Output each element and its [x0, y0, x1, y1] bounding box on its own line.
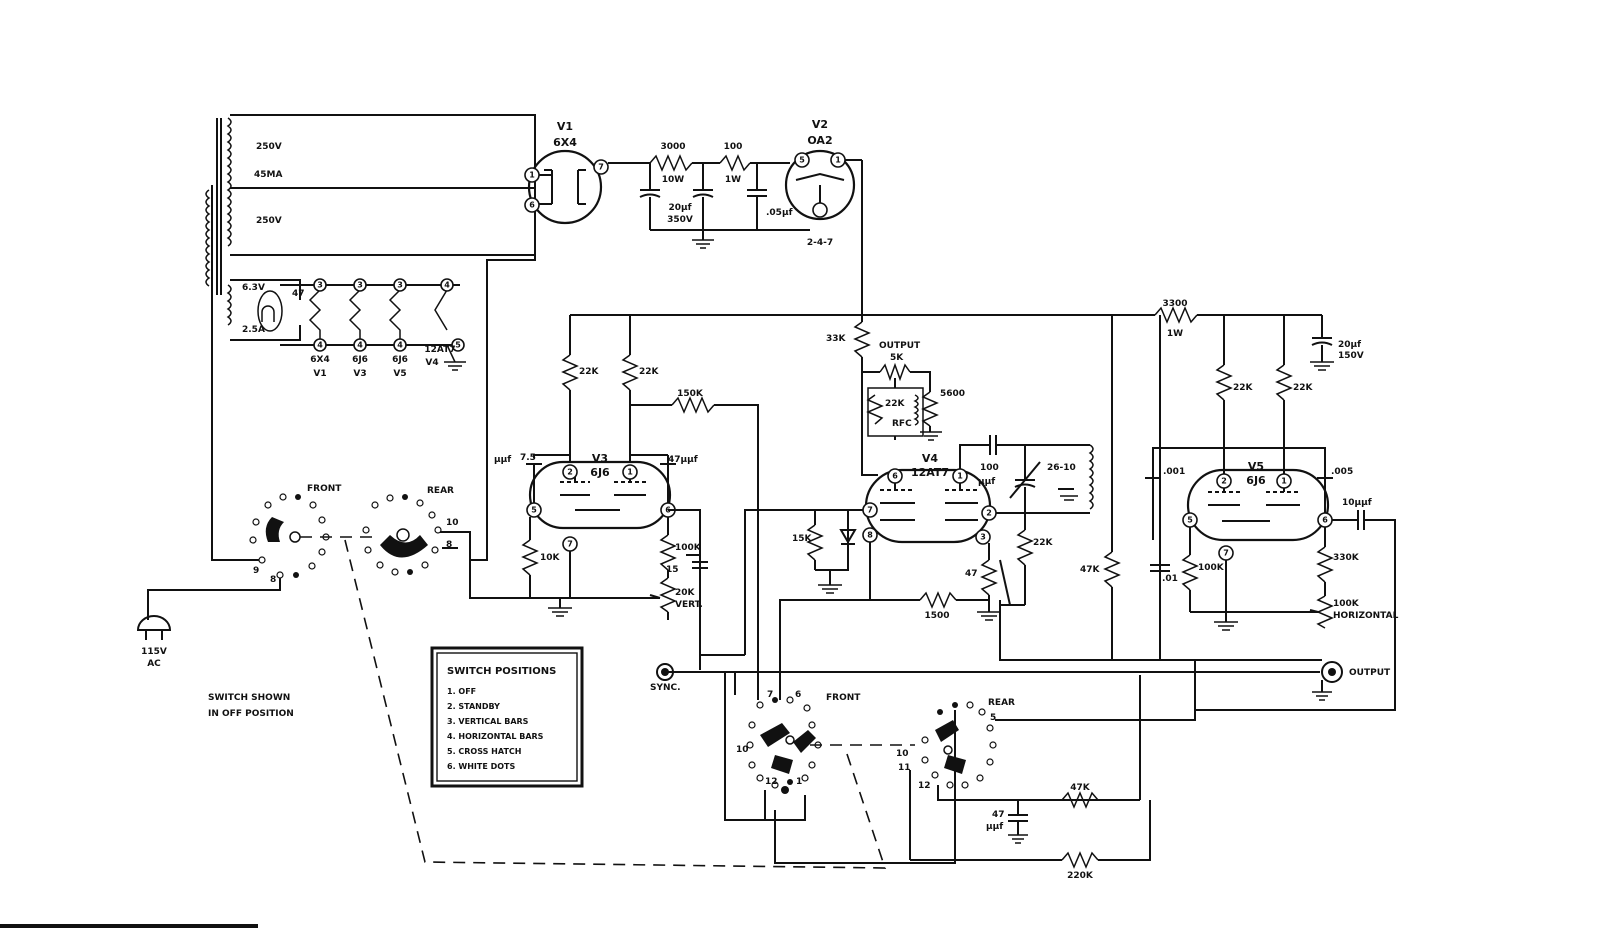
ctrim-label: 26-10: [1047, 463, 1076, 473]
svg-text:1: 1: [957, 471, 963, 481]
rear-pos5: 5: [990, 713, 997, 723]
rear-top-pos8: 8: [446, 540, 453, 550]
hv-top-label: 250V: [256, 142, 282, 152]
rear-top-pos10: 10: [446, 518, 459, 528]
heater-v5-name: V5: [393, 369, 407, 379]
c100-label: 100: [980, 463, 999, 473]
r47k-b-label: 47K: [1070, 783, 1090, 793]
svg-text:2: 2: [1221, 476, 1227, 486]
c005-label: .005: [1331, 467, 1354, 477]
svg-text:3: 3: [317, 280, 323, 290]
switch-position-5: 5. CROSS HATCH: [447, 747, 522, 756]
svg-text:7: 7: [598, 162, 604, 172]
c47b-unit: µµf: [986, 822, 1004, 832]
svg-text:5: 5: [1187, 515, 1193, 525]
pot5k-value: 5K: [890, 353, 904, 363]
svg-text:7: 7: [1223, 548, 1229, 558]
r100k-label: 100K: [675, 543, 701, 553]
pot100k-value: 100K: [1333, 599, 1359, 609]
c7-5-label: 7.5: [520, 453, 536, 463]
front-top-label: FRONT: [307, 484, 342, 494]
switch-positions-title: SWITCH POSITIONS: [447, 666, 557, 677]
switch-note-line1: SWITCH SHOWN: [208, 693, 291, 703]
hv-current-label: 45MA: [254, 170, 283, 180]
r3000-value: 3000: [660, 142, 686, 152]
r100-v5-label: 100K: [1198, 563, 1224, 573]
c20b-rating: 150V: [1338, 351, 1364, 361]
r1500-label: 1500: [924, 611, 950, 621]
heater-v4-name: V4: [425, 358, 439, 368]
rear-bottom-label: REAR: [988, 698, 1015, 708]
v5-type: 6J6: [1246, 474, 1266, 487]
c001-label: .001: [1163, 467, 1186, 477]
switch-position-3: 3. VERTICAL BARS: [447, 717, 529, 726]
c01-label: .01: [1162, 574, 1178, 584]
sync-label: SYNC.: [650, 683, 681, 693]
r150k-label: 150K: [677, 389, 703, 399]
front-top-pos8: 8: [270, 575, 277, 585]
r10k-label: 10K: [540, 553, 560, 563]
front-pos10: 10: [736, 745, 749, 755]
svg-text:5: 5: [531, 505, 537, 515]
svg-text:5: 5: [455, 340, 461, 350]
rear-pos12: 12: [918, 781, 931, 791]
v4-type: 12AT7: [910, 466, 950, 479]
r220k-label: 220K: [1067, 871, 1093, 881]
svg-text:1: 1: [1281, 476, 1287, 486]
bplus-rail: [570, 299, 1364, 370]
r100-value: 100: [723, 142, 743, 152]
heater-v3-name: V3: [353, 369, 367, 379]
front-top-pos9: 9: [253, 566, 260, 576]
svg-text:2: 2: [986, 508, 992, 518]
switch-position-4: 4. HORIZONTAL BARS: [447, 732, 544, 741]
c47-label: 47µµf: [668, 455, 698, 465]
pot100k-name: HORIZONTAL: [1333, 611, 1399, 621]
heater-v5-type: 6J6: [392, 355, 408, 365]
v1-name: V1: [556, 120, 574, 133]
front-pos1: 1: [796, 777, 803, 787]
c20b-value: 20µf: [1338, 340, 1362, 350]
heater-chain: [280, 279, 466, 379]
v2-type: OA2: [807, 134, 833, 147]
svg-text:6: 6: [529, 200, 535, 210]
svg-text:4: 4: [317, 340, 323, 350]
pot5k-name: OUTPUT: [879, 341, 921, 351]
v3-name: V3: [591, 452, 609, 465]
v4-section: [745, 315, 1093, 670]
c7-5-unit: µµf: [494, 455, 512, 465]
r3000-rating: 10W: [661, 175, 685, 185]
front-pos7: 7: [767, 690, 774, 700]
c20-rating: 350V: [667, 215, 693, 225]
r22k-a-label: 22K: [579, 367, 599, 377]
plug-voltage-label: 115V: [141, 647, 167, 657]
r100-rating: 1W: [724, 175, 742, 185]
v5-section: [1080, 315, 1399, 710]
switch-position-1: 1. OFF: [447, 687, 477, 696]
r5600-label: 5600: [940, 389, 966, 399]
front-pos6: 6: [795, 690, 802, 700]
svg-text:6: 6: [665, 505, 671, 515]
v2-pins-note: 2-4-7: [806, 238, 834, 248]
c47b-label: 47: [992, 810, 1005, 820]
r22k-d-label: 22K: [1233, 383, 1253, 393]
tube-v1: [525, 120, 608, 223]
output-jacks: [650, 605, 1391, 700]
svg-text:1: 1: [529, 170, 535, 180]
r22k-rfc-label: 22K: [885, 399, 905, 409]
r3300-value: 3300: [1162, 299, 1188, 309]
c100-unit: µµf: [978, 477, 996, 487]
svg-text:4: 4: [444, 280, 450, 290]
v5-name: V5: [1247, 460, 1265, 473]
svg-text:3: 3: [397, 280, 403, 290]
power-transformer: [206, 115, 535, 560]
svg-text:6: 6: [1322, 515, 1328, 525]
output-label: OUTPUT: [1349, 668, 1391, 678]
v2-name: V2: [811, 118, 829, 131]
r33k-label: 33K: [826, 334, 846, 344]
svg-text:7: 7: [867, 505, 873, 515]
svg-text:8: 8: [867, 530, 873, 540]
r47k-label: 47K: [1080, 565, 1100, 575]
rear-top-label: REAR: [427, 486, 454, 496]
switch-position-2: 2. STANDBY: [447, 702, 500, 711]
rfc-label: RFC: [892, 419, 912, 429]
bottom-switches: [700, 625, 1195, 881]
r47-label: 47: [965, 569, 978, 579]
r15k-label: 15K: [792, 534, 812, 544]
rear-pos10: 10: [896, 749, 909, 759]
svg-text:1: 1: [627, 467, 633, 477]
heater-v4-type: 12AT7: [424, 345, 456, 355]
plug-ac-label: AC: [147, 659, 161, 669]
svg-text:7: 7: [567, 539, 573, 549]
pot20k-name: VERT.: [675, 600, 703, 610]
switch-positions-box: [432, 648, 582, 786]
hv-bottom-label: 250V: [256, 216, 282, 226]
pot20k-value: 20K: [675, 588, 695, 598]
heater-v1-type: 6X4: [310, 355, 330, 365]
c05-value: .05µf: [766, 208, 793, 218]
v3-section: [470, 315, 758, 655]
tube-v2: [786, 118, 862, 315]
v3-type: 6J6: [590, 466, 610, 479]
r22k-c-label: 22K: [1033, 538, 1053, 548]
heater-v1-name: V1: [313, 369, 327, 379]
c15-label: 15: [666, 565, 679, 575]
front-pos12: 12: [765, 777, 778, 787]
r22k-b-label: 22K: [639, 367, 659, 377]
switch-note: [208, 693, 294, 719]
switch-position-6: 6. WHITE DOTS: [447, 762, 516, 771]
svg-text:6: 6: [892, 471, 898, 481]
ac-plug-icon: [138, 616, 170, 630]
r3300-rating: 1W: [1166, 329, 1184, 339]
rear-pos11: 11: [898, 763, 911, 773]
heater-v3-type: 6J6: [352, 355, 368, 365]
pilot-lamp-label: 47: [292, 289, 305, 299]
fil-voltage-label: 6.3V: [242, 283, 265, 293]
svg-text:2: 2: [567, 467, 573, 477]
r330k-label: 330K: [1333, 553, 1359, 563]
bplus-filter: [608, 142, 810, 248]
switch-note-line2: IN OFF POSITION: [208, 709, 294, 719]
svg-text:5: 5: [799, 155, 805, 165]
fil-current-label: 2.5A: [242, 325, 265, 335]
svg-text:4: 4: [357, 340, 363, 350]
svg-text:1: 1: [835, 155, 841, 165]
v4-name: V4: [921, 452, 939, 465]
svg-text:3: 3: [980, 532, 986, 542]
c10-label: 10µµf: [1342, 498, 1372, 508]
r22k-e-label: 22K: [1293, 383, 1313, 393]
svg-text:3: 3: [357, 280, 363, 290]
v1-type: 6X4: [553, 136, 577, 149]
front-bottom-label: FRONT: [826, 693, 861, 703]
c20-value: 20µf: [668, 203, 692, 213]
svg-text:4: 4: [397, 340, 403, 350]
